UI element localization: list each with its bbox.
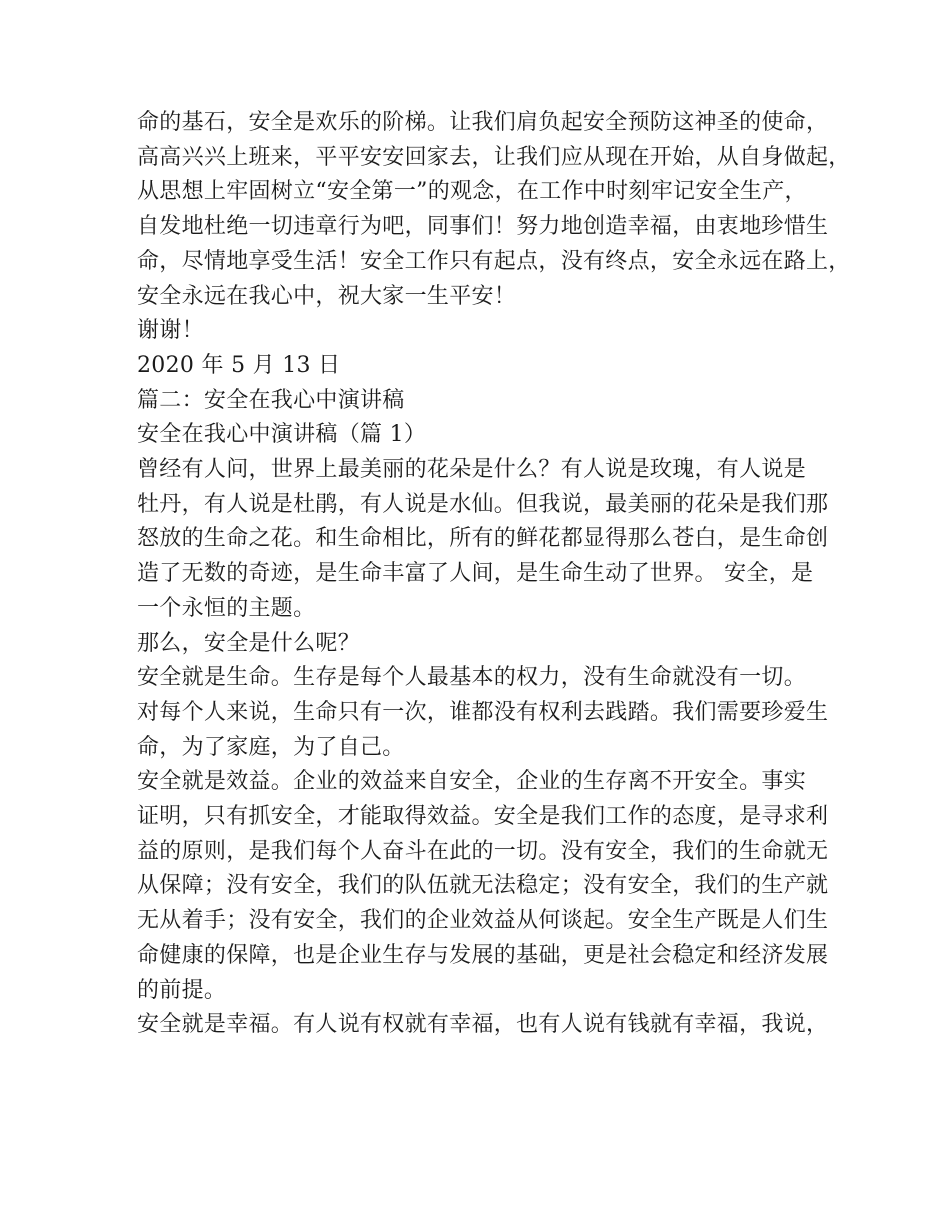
text-line: 曾经有人问，世界上最美丽的花朵是什么？有人说是玫瑰，有人说是	[137, 457, 807, 483]
date-line: 2020 年 5 月 13 日	[137, 352, 341, 378]
text-line: 从保障；没有安全，我们的队伍就无法稳定；没有安全，我们的生产就	[137, 873, 829, 899]
text-line: 命，尽情地享受生活！安全工作只有起点，没有终点，安全永远在路上，	[137, 248, 851, 274]
text-line: 益的原则，是我们每个人奋斗在此的一切。没有安全，我们的生命就无	[137, 838, 829, 864]
document-page	[137, 106, 851, 1043]
text-line: 造了无数的奇迹，是生命丰富了人间，是生命生动了世界。 安全，是	[137, 561, 814, 587]
text-line: 谢谢！	[137, 318, 204, 344]
text-line: 牡丹，有人说是杜鹃，有人说是水仙。但我说，最美丽的花朵是我们那	[137, 491, 829, 517]
text-line: 证明，只有抓安全，才能取得效益。安全是我们工作的态度，是寻求利	[137, 804, 829, 830]
text-line: 安全就是效益。企业的效益来自安全，企业的生存离不开安全。事实	[137, 769, 807, 795]
text-line: 那么，安全是什么呢？	[137, 630, 361, 656]
text-line: 安全永远在我心中，祝大家一生平安！	[137, 283, 517, 309]
text-line: 安全就是幸福。有人说有权就有幸福，也有人说有钱就有幸福，我说，	[137, 1012, 829, 1038]
text-line: 从思想上牢固树立“安全第一”的观念，在工作中时刻牢记安全生产，	[137, 179, 807, 205]
text-line: 命的基石，安全是欢乐的阶梯。让我们肩负起安全预防这神圣的使命，	[137, 110, 829, 135]
article-title: 安全在我心中演讲稿（篇 1）	[137, 422, 427, 448]
text-line: 自发地杜绝一切违章行为吧，同事们！努力地创造幸福，由衷地珍惜生	[137, 214, 829, 240]
text-line: 的前提。	[137, 977, 227, 1003]
text-line: 无从着手；没有安全，我们的企业效益从何谈起。安全生产既是人们生	[137, 908, 829, 934]
text-line: 命，为了家庭，为了自己。	[137, 734, 405, 760]
text-line: 命健康的保障，也是企业生存与发展的基础，更是社会稳定和经济发展	[137, 942, 829, 968]
text-line: 怒放的生命之花。和生命相比，所有的鲜花都显得那么苍白，是生命创	[137, 526, 829, 552]
text-line: 对每个人来说，生命只有一次，谁都没有权利去践踏。我们需要珍爱生	[137, 699, 829, 725]
text-line: 高高兴兴上班来，平平安安回家去，让我们应从现在开始，从自身做起，	[137, 144, 851, 170]
text-line: 一个永恒的主题。	[137, 595, 316, 621]
text-line: 安全就是生命。生存是每个人最基本的权力，没有生命就没有一切。	[137, 665, 807, 691]
section-heading: 篇二：安全在我心中演讲稿	[137, 387, 405, 413]
